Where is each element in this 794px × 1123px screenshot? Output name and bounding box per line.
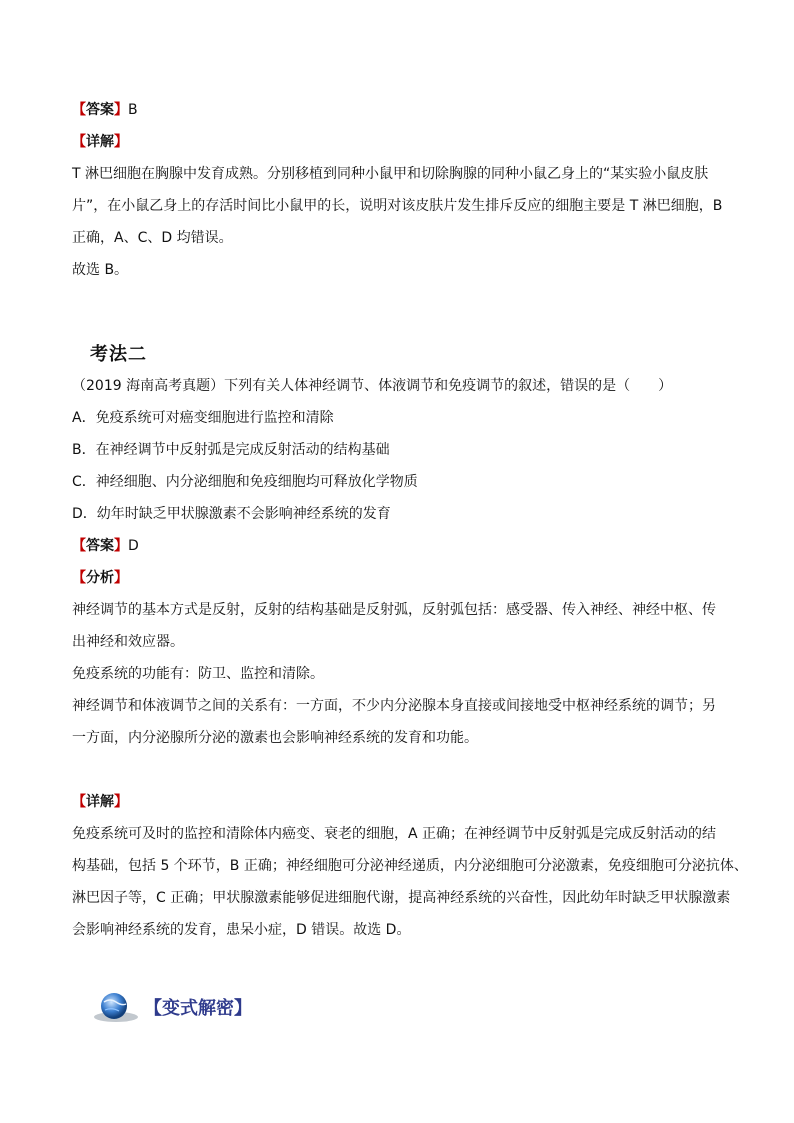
question-stem: （2019 海南高考真题）下列有关人体神经调节、体液调节和免疫调节的叙述，错误的是（ ） <box>72 378 673 394</box>
option-d: D．幼年时缺乏甲状腺激素不会影响神经系统的发育 <box>72 506 391 522</box>
analysis-line: 出神经和效应器。 <box>72 634 184 650</box>
analysis-line: 一方面，内分泌腺所分泌的激素也会影响神经系统的发育和功能。 <box>72 730 478 746</box>
detail-line: 会影响神经系统的发育，患呆小症，D 错误。故选 D。 <box>72 922 411 938</box>
q1-detail-line: 片”，在小鼠乙身上的存活时间比小鼠甲的长，说明对该皮肤片发生排斥反应的细胞主要是 T 淋巴细胞，B <box>72 198 723 214</box>
answer-value: D <box>128 538 139 554</box>
answer-tag: 答案 <box>86 538 114 554</box>
analysis-line: 神经调节的基本方式是反射，反射的结构基础是反射弧，反射弧包括：感受器、传入神经、神经中枢、传 <box>72 602 716 618</box>
option-a: A．免疫系统可对癌变细胞进行监控和清除 <box>72 410 334 426</box>
answer-tag: 答案 <box>86 102 114 118</box>
analysis-heading: 【分析】 <box>72 570 128 586</box>
detail-heading: 【详解】 <box>72 794 128 810</box>
analysis-line: 神经调节和体液调节之间的关系有：一方面，不少内分泌腺本身直接或间接地受中枢神经系统的调节；另 <box>72 698 716 714</box>
detail-tag: 详解 <box>86 794 114 810</box>
variant-banner: 【变式解密】 <box>92 990 252 1024</box>
detail-tag: 详解 <box>86 134 114 150</box>
analysis-tag: 分析 <box>86 570 114 586</box>
detail-line: 淋巴因子等，C 正确；甲状腺激素能够促进细胞代谢，提高神经系统的兴奋性，因此幼年时缺乏甲状腺激素 <box>72 890 731 906</box>
answer-value: B <box>128 102 138 118</box>
answer-line: 【答案】D <box>72 538 139 554</box>
q1-detail-line: 故选 B。 <box>72 262 129 278</box>
detail-line: 免疫系统可及时的监控和清除体内癌变、衰老的细胞，A 正确；在神经调节中反射弧是完成反射活动的结 <box>72 826 717 842</box>
q1-answer-line: 【答案】B <box>72 102 138 118</box>
option-b: B．在神经调节中反射弧是完成反射活动的结构基础 <box>72 442 390 458</box>
section-title: 考法二 <box>90 344 147 365</box>
q1-detail-heading: 【详解】 <box>72 134 128 150</box>
option-c: C．神经细胞、内分泌细胞和免疫细胞均可释放化学物质 <box>72 474 418 490</box>
detail-line: 构基础，包括 5 个环节，B 正确；神经细胞可分泌神经递质，内分泌细胞可分泌激素，免疫细胞可分泌抗体、 <box>72 858 748 874</box>
analysis-line: 免疫系统的功能有：防卫、监控和清除。 <box>72 666 324 682</box>
q1-detail-line: 正确，A、C、D 均错误。 <box>72 230 233 246</box>
q1-detail-line: T 淋巴细胞在胸腺中发育成熟。分别移植到同种小鼠甲和切除胸腺的同种小鼠乙身上的“某实验小鼠皮肤 <box>72 166 709 182</box>
globe-icon <box>92 990 140 1024</box>
banner-title: 变式解密 <box>162 998 234 1019</box>
